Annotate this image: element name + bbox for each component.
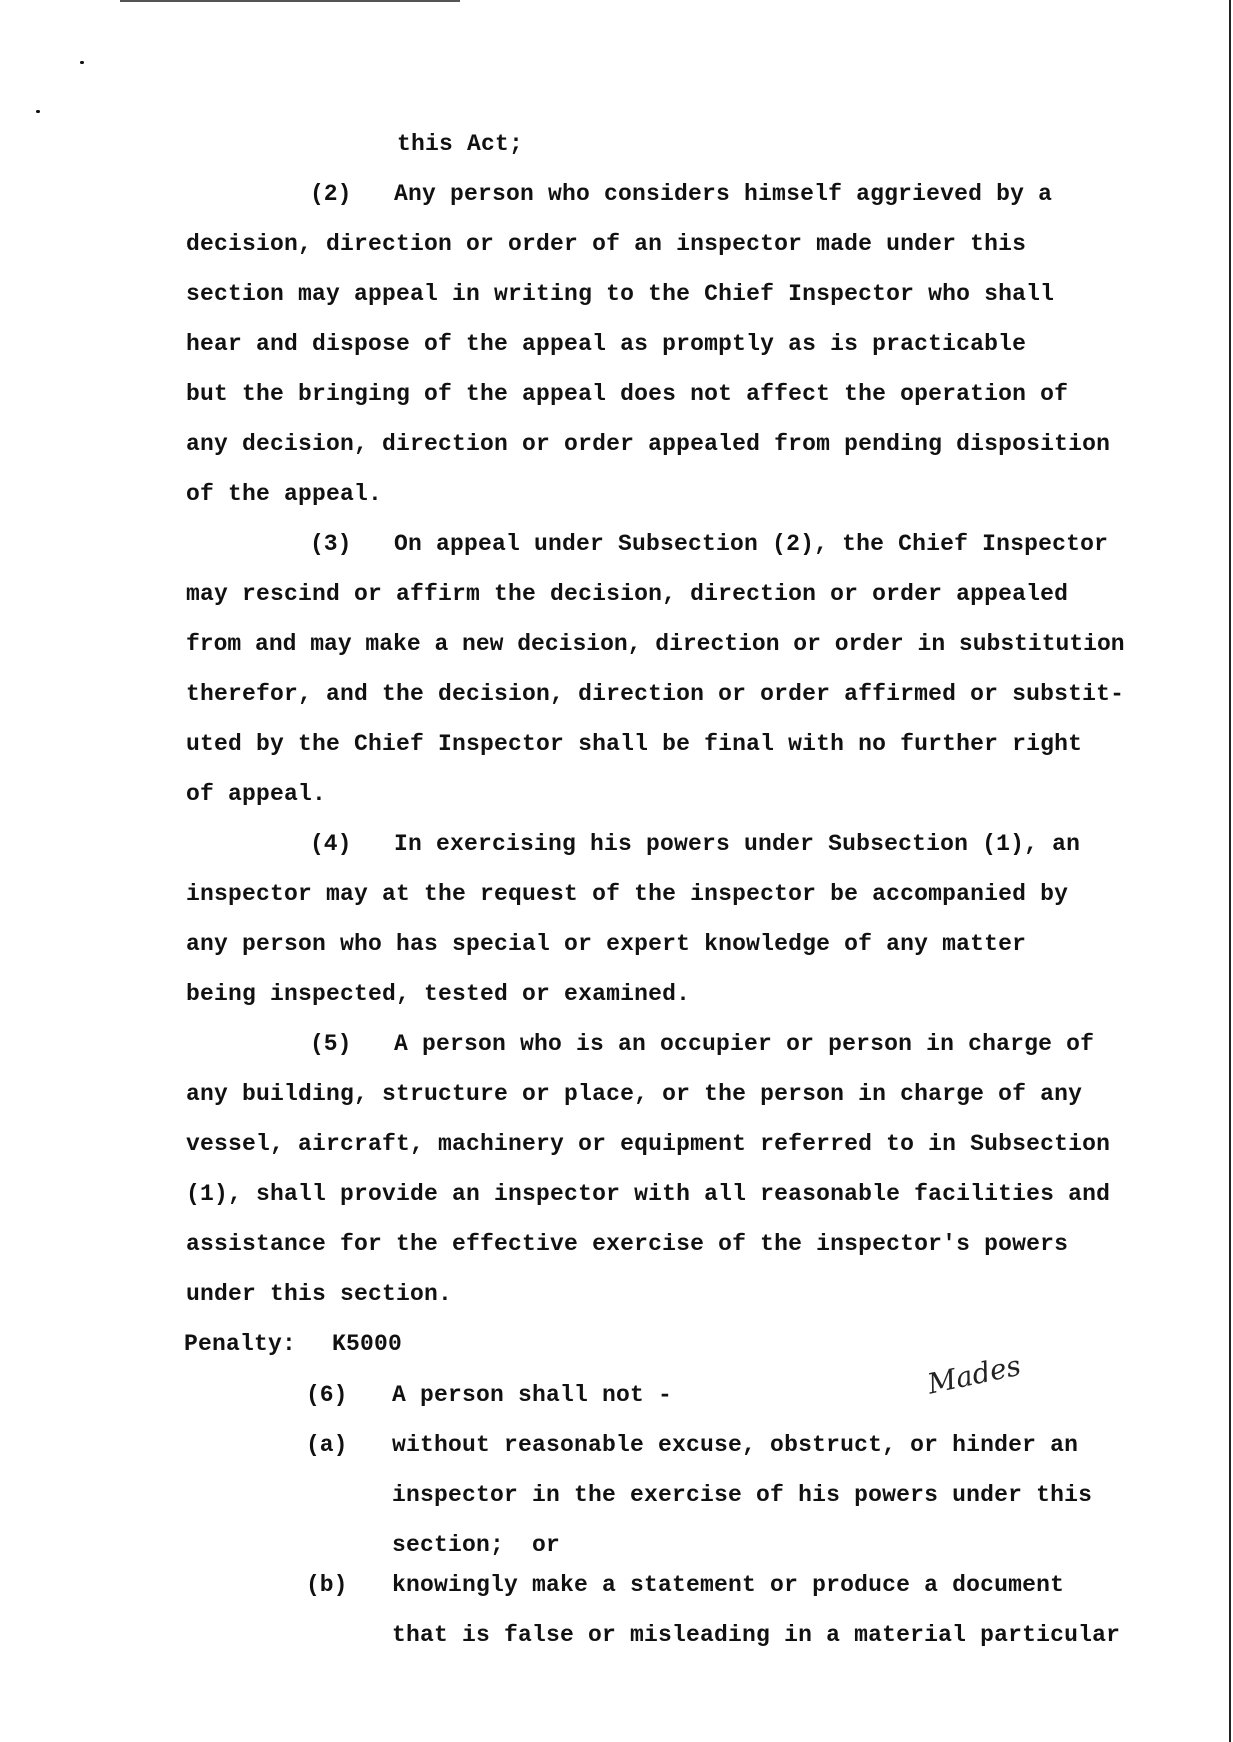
penalty-amount: K5000 <box>332 1331 403 1357</box>
paragraph-number: (5) <box>310 1031 352 1057</box>
paragraph-line: under this section. <box>186 1281 453 1307</box>
item-line: section; or <box>392 1532 561 1558</box>
paragraph-line: any decision, direction or order appealed from pending disposition <box>186 431 1111 457</box>
right-scan-edge <box>1229 0 1231 1742</box>
paragraph-number: (6) <box>306 1382 348 1408</box>
paragraph-line: A person who is an occupier or person in charge of <box>394 1031 1095 1057</box>
paragraph-line: decision, direction or order of an inspector made under this <box>186 231 1027 257</box>
opening-line: this Act; <box>397 131 524 157</box>
scan-speck <box>80 61 84 64</box>
item-letter: (b) <box>306 1572 348 1598</box>
paragraph-line: A person shall not - <box>392 1382 673 1408</box>
paragraph-line: inspector may at the request of the inspector be accompanied by <box>186 881 1069 907</box>
paragraph-line: therefor, and the decision, direction or order affirmed or substit- <box>186 681 1125 707</box>
paragraph-number: (2) <box>310 181 352 207</box>
paragraph-line: being inspected, tested or examined. <box>186 981 691 1007</box>
paragraph-line: section may appeal in writing to the Chief Inspector who shall <box>186 281 1055 307</box>
item-line: without reasonable excuse, obstruct, or hinder an <box>392 1432 1079 1458</box>
paragraph-line: hear and dispose of the appeal as promptly as is practicable <box>186 331 1027 357</box>
paragraph-line: vessel, aircraft, machinery or equipment referred to in Subsection <box>186 1131 1111 1157</box>
item-line: knowingly make a statement or produce a document <box>392 1572 1065 1598</box>
paragraph-line: from and may make a new decision, direction or order in substitution <box>186 631 1125 657</box>
item-line: inspector in the exercise of his powers under this <box>392 1482 1093 1508</box>
penalty-label: Penalty: <box>184 1331 297 1357</box>
paragraph-line: On appeal under Subsection (2), the Chief Inspector <box>394 531 1109 557</box>
paragraph-line: but the bringing of the appeal does not affect the operation of <box>186 381 1069 407</box>
item-line: that is false or misleading in a material particular <box>392 1622 1121 1648</box>
paragraph-line: (1), shall provide an inspector with all reasonable facilities and <box>186 1181 1111 1207</box>
item-letter: (a) <box>306 1432 348 1458</box>
paragraph-line: In exercising his powers under Subsection (1), an <box>394 831 1081 857</box>
scan-speck <box>36 110 40 113</box>
paragraph-number: (4) <box>310 831 352 857</box>
handwritten-margin-note: Mades <box>924 1348 1024 1401</box>
paragraph-number: (3) <box>310 531 352 557</box>
paragraph-line: of the appeal. <box>186 481 383 507</box>
paragraph-line: any building, structure or place, or the person in charge of any <box>186 1081 1083 1107</box>
paragraph-line: of appeal. <box>186 781 327 807</box>
top-scan-rule <box>120 0 460 2</box>
paragraph-line: assistance for the effective exercise of the inspector's powers <box>186 1231 1069 1257</box>
paragraph-line: any person who has special or expert knowledge of any matter <box>186 931 1027 957</box>
paragraph-line: Any person who considers himself aggrieved by a <box>394 181 1053 207</box>
paragraph-line: may rescind or affirm the decision, direction or order appealed <box>186 581 1069 607</box>
paragraph-line: uted by the Chief Inspector shall be final with no further right <box>186 731 1083 757</box>
